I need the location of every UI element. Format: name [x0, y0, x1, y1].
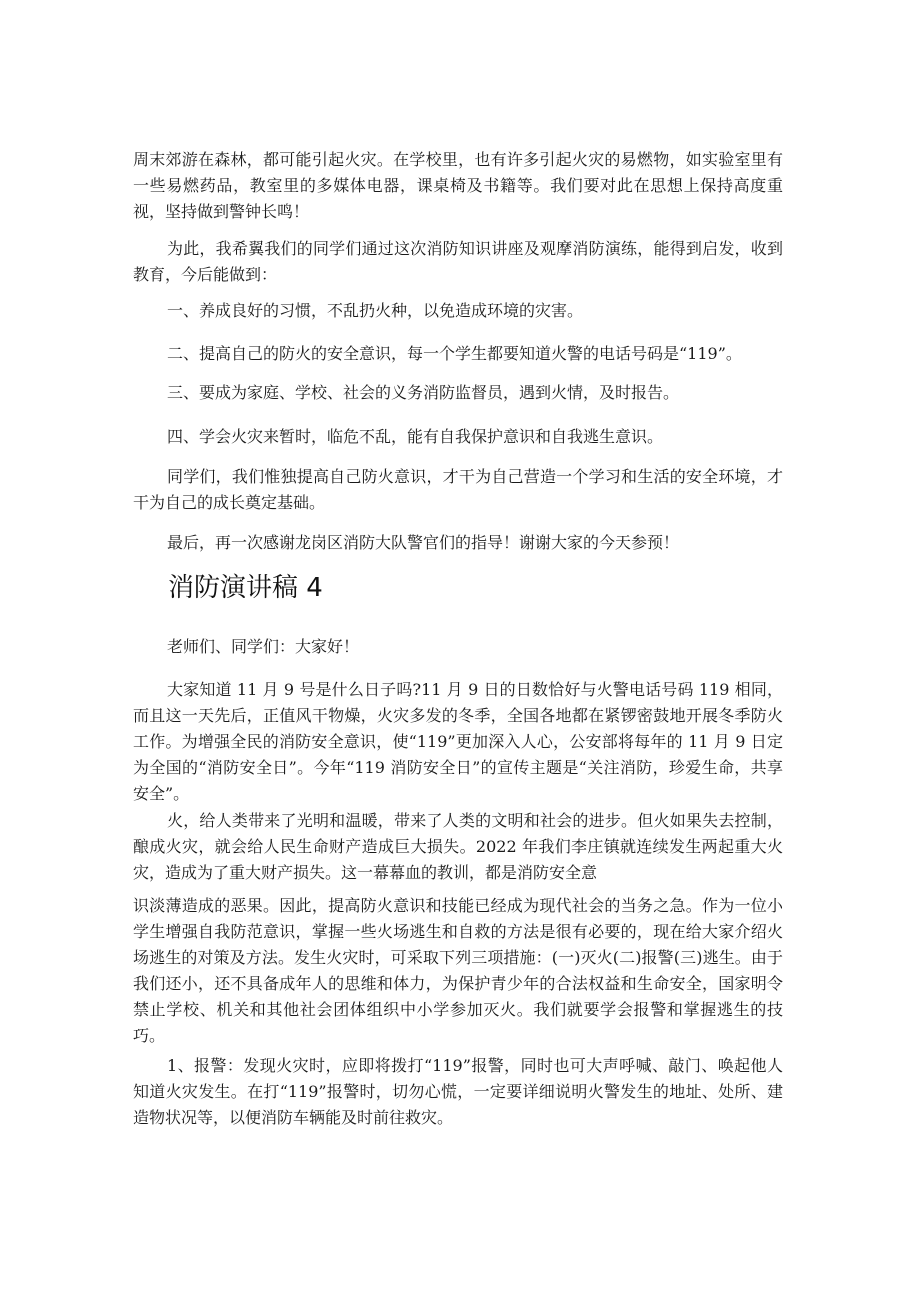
paragraph-greeting: 老师们、同学们：大家好！: [167, 637, 360, 656]
paragraph-students-awareness: 同学们，我们惟独提高自己防火意识，才干为自己营造一个学习和生活的安全环境，才干为自己的成长奠定基础。: [133, 467, 783, 512]
paragraph-point-two: 二、提高自己的防火的安全意识，每一个学生都要知道火警的电话号码是“119”。: [167, 344, 742, 363]
paragraph-escape-methods: 识淡薄造成的恶果。因此，提高防火意识和技能已经成为现代社会的当务之急。作为一位小学生增强自我防范意识，掌握一些火场逃生和自救的方法是很有必要的，现在给大家介绍火场逃生的对策及方法。发生火灾时，可采取下列三项措施：(一)灭火(二)报警(三)逃生。由于我们还小，还不具备成年人的思维和体力，为保护青少年的合法权益和生命安全，国家明令禁止学校、机关和其他社会团体组织中小学参加灭火。我们就要学会报警和掌握逃生的技巧。: [133, 896, 783, 1045]
paragraph-hope-to-learn: 为此，我希翼我们的同学们通过这次消防知识讲座及观摩消防演练，能得到启发，收到教育，今后能做到：: [133, 239, 783, 284]
paragraph-fire-brings-light: 火，给人类带来了光明和温暖，带来了人类的文明和社会的进步。但火如果失去控制，酿成火灾，就会给人民生命财产造成巨大损失。2022 年我们李庄镇就连续发生两起重大火灾，造成为了重大财产损失。这一幕幕血的教训，都是消防安全意: [133, 811, 783, 882]
paragraph-point-three: 三、要成为家庭、学校、社会的义务消防监督员，遇到火情，及时报告。: [167, 383, 680, 402]
paragraph-point-four: 四、学会火灾来暂时，临危不乱，能有自我保护意识和自我逃生意识。: [167, 427, 664, 446]
paragraph-forest-and-school-hazards: 周末郊游在森林，都可能引起火灾。在学校里，也有许多引起火灾的易燃物，如实验室里有一些易燃药品，教室里的多媒体电器，课桌椅及书籍等。我们要对此在思想上保持高度重视，坚持做到警钟长鸣！: [133, 150, 783, 221]
paragraph-thanks: 最后，再一次感谢龙岗区消防大队警官们的指导！谢谢大家的今天参预！: [167, 533, 680, 552]
section-heading: 消防演讲稿 4: [168, 573, 323, 603]
paragraph-point-one: 一、养成良好的习惯，不乱扔火种，以免造成环境的灾害。: [167, 301, 584, 320]
paragraph-fire-safety-day: 大家知道 11 月 9 号是什么日子吗?11 月 9 日的日数恰好与火警电话号码 119 相同，而且这一天先后，正值风干物燥，火灾多发的冬季，全国各地都在紧锣密鼓地开展冬季防火工作。为增强全民的消防安全意识，使“119”更加深入人心，公安部将每年的 11 月 9 日定为全国的“消防安全日”。今年“119 消防安全日”的宣传主题是“关注消防，珍爱生命，共享安全”。: [133, 680, 783, 803]
paragraph-report-fire: 1、报警：发现火灾时，应即将拨打“119”报警，同时也可大声呼喊、敲门、唤起他人知道火灾发生。在打“119”报警时，切勿心慌，一定要详细说明火警发生的地址、处所、建造物状况等，以便消防车辆能及时前往救灾。: [133, 1056, 783, 1127]
